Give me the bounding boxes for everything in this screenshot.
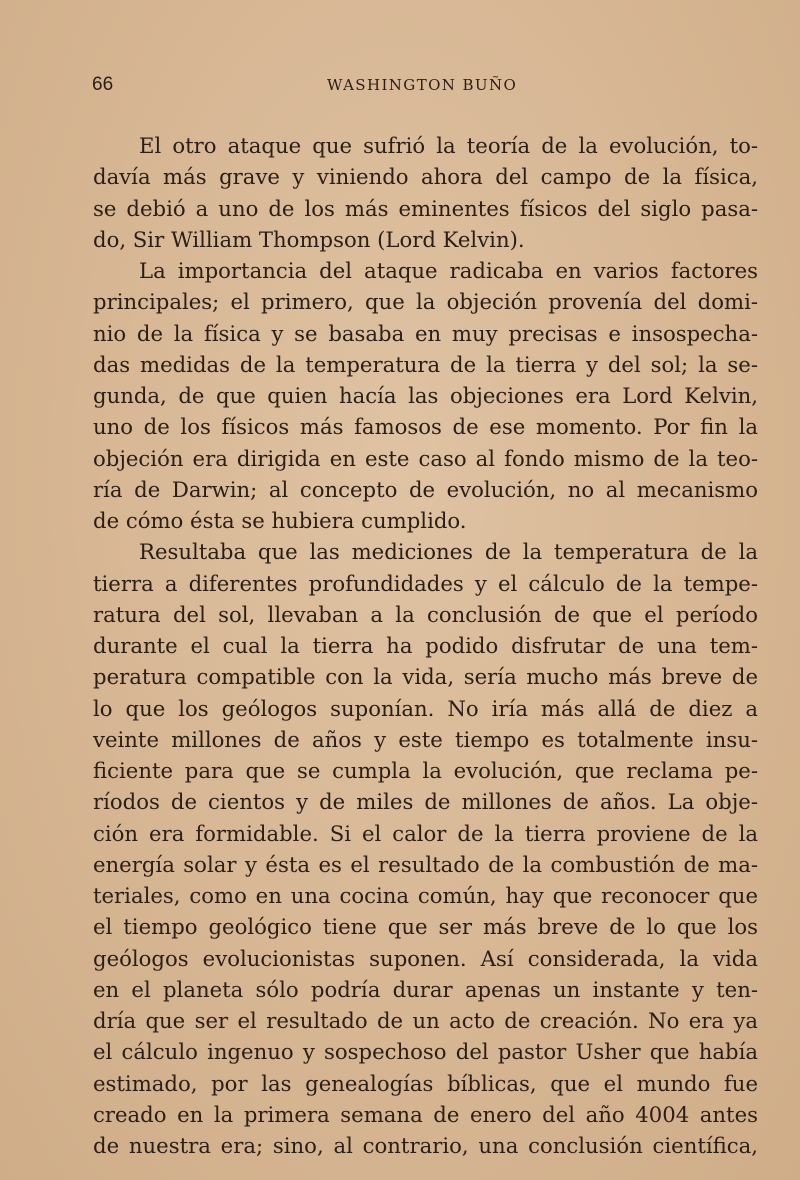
text-line: nio de la física y se basaba en muy precisas e insospecha- bbox=[93, 320, 758, 346]
text-line: en el planeta sólo podría durar apenas un instante y ten- bbox=[93, 976, 758, 1002]
text-line: creado en la primera semana de enero del año 4004 antes bbox=[93, 1101, 758, 1127]
text-line: geólogos evolucionistas suponen. Así considerada, la vida bbox=[93, 945, 758, 971]
text-line: principales; el primero, que la objeción provenía del domi- bbox=[93, 289, 758, 315]
text-line: davía más grave y viniendo ahora del campo de la física, bbox=[93, 164, 758, 190]
page-number: 66 bbox=[92, 74, 114, 95]
text-line: se debió a uno de los más eminentes físicos del siglo pasa- bbox=[93, 195, 758, 221]
text-line: de cómo ésta se hubiera cumplido. bbox=[93, 508, 467, 533]
text-line: dría que ser el resultado de un acto de creación. No era ya bbox=[93, 1008, 758, 1033]
text-line: ríodos de cientos y de miles de millones de años. La obje- bbox=[93, 789, 758, 815]
text-line: veinte millones de años y este tiempo es totalmente insu- bbox=[93, 726, 758, 752]
text-line: ría de Darwin; al concepto de evolución, no al mecanismo bbox=[93, 476, 758, 502]
text-line: ficiente para que se cumpla la evolución, que reclama pe- bbox=[93, 758, 758, 783]
running-title: WASHINGTON BUÑO bbox=[327, 76, 518, 94]
text-line: tierra a diferentes profundidades y el cálculo de la tempe- bbox=[93, 570, 758, 596]
text-line: durante el cual la tierra ha podido disfrutar de una tem- bbox=[93, 633, 758, 658]
text-line: energía solar y ésta es el resultado de la combustión de ma- bbox=[93, 851, 758, 877]
text-line: el cálculo ingenuo y sospechoso del pastor Usher que había bbox=[93, 1039, 758, 1065]
text-line: estimado, por las genealogías bíblicas, que el mundo fue bbox=[93, 1070, 758, 1096]
text-line: El otro ataque que sufrió la teoría de la evolución, to- bbox=[139, 133, 758, 158]
text-line: de nuestra era; sino, al contrario, una conclusión científica, bbox=[93, 1133, 758, 1158]
text-line: do, Sir William Thompson (Lord Kelvin). bbox=[93, 226, 525, 252]
text-line: uno de los físicos más famosos de ese momento. Por fin la bbox=[93, 414, 758, 440]
text-line: lo que los geólogos suponían. No iría más allá de diez a bbox=[93, 695, 758, 721]
text-line: gunda, de que quien hacía las objeciones era Lord Kelvin, bbox=[93, 383, 758, 408]
text-line: La importancia del ataque radicaba en varios factores bbox=[139, 258, 758, 283]
text-line: ratura del sol, llevaban a la conclusión de que el período bbox=[93, 601, 758, 627]
text-line: teriales, como en una cocina común, hay que reconocer que bbox=[93, 883, 758, 908]
running-head bbox=[92, 74, 752, 104]
text-line: das medidas de la temperatura de la tierra y del sol; la se- bbox=[93, 351, 758, 377]
text-line: el tiempo geológico tiene que ser más breve de lo que los bbox=[93, 914, 758, 940]
text-line: ción era formidable. Si el calor de la tierra proviene de la bbox=[93, 820, 758, 846]
text-line: objeción era dirigida en este caso al fondo mismo de la teo- bbox=[93, 445, 758, 471]
body-text bbox=[93, 130, 758, 1161]
text-line: Resultaba que las mediciones de la temperatura de la bbox=[139, 539, 758, 565]
text-line: peratura compatible con la vida, sería mucho más breve de bbox=[93, 664, 758, 690]
